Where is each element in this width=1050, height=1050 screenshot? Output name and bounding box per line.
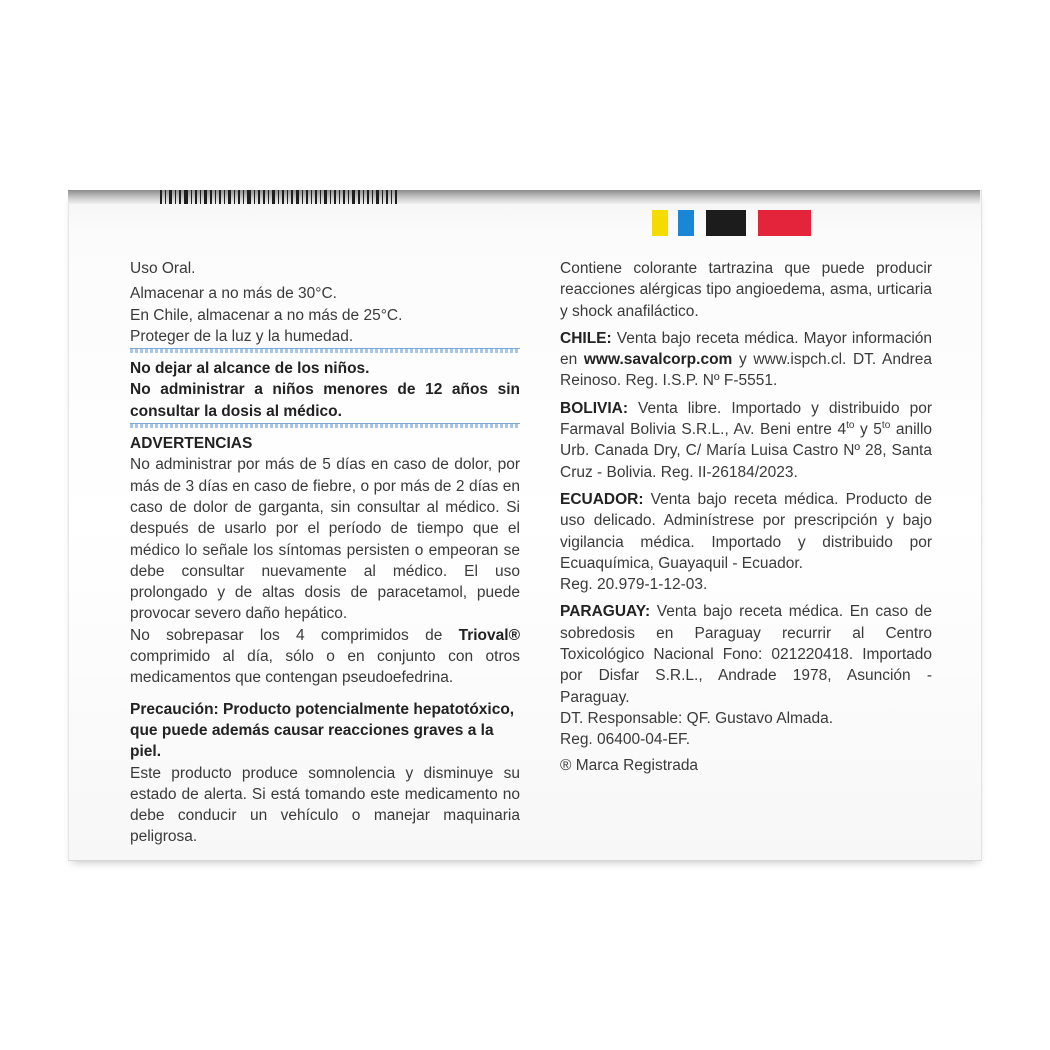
bolivia-paragraph <box>560 398 932 483</box>
superscript: to <box>881 419 891 431</box>
tartrazina-paragraph: Contiene colorante tartrazina que puede producir reacciones alérgicas tipo angioedema, asma, urticaria y shock anafiláctico. <box>560 260 932 320</box>
bolivia-text: anillo Urb. Canada Dry, C/ María Luisa Castro Nº 28, Santa Cruz - Bolivia. Reg. II-26184/2023. <box>560 421 933 481</box>
paraguay-reg: Reg. 06400-04-EF. <box>560 731 691 749</box>
chile-text: Venta bajo receta médica. Mayor información en <box>560 329 932 369</box>
chile-text: y www.ispch.cl. DT. Andrea Reinoso. Reg. I.S.P. Nº F-5551. <box>560 351 932 390</box>
chile-paragraph <box>560 328 932 392</box>
precaucion-heading: Precaución: Producto potencialmente hepatotóxico, que puede además causar reacciones graves a la piel. <box>130 700 515 761</box>
country-label: PARAGUAY: <box>560 603 651 621</box>
trademark-note: ® Marca Registrada <box>560 756 699 774</box>
advertencias-title: ADVERTENCIAS <box>130 435 253 453</box>
advertencias-paragraph: No administrar por más de 5 días en caso de dolor, por más de 3 días en caso de fiebre, o por más de 2 días en caso de dolor de garganta, sin consultar al médico. Si después de usarlo por el período de tiempo que el médico lo señale los síntomas persisten o empeoran se debe consultar nuevamente al médico. El uso prolongado y de altas dosis de paracetamol, puede provocar severo daño hepático. <box>130 456 520 623</box>
color-swatch-yellow <box>652 210 668 236</box>
website-link[interactable]: www.savalcorp.com <box>583 351 733 369</box>
bolivia-text: Venta libre. Importado y distribuido por Farmaval Bolivia S.R.L., Av. Beni entre 4 <box>560 399 932 439</box>
color-swatch-black <box>706 210 746 236</box>
storage-line: Uso Oral. <box>130 260 196 277</box>
ecuador-text: Venta bajo receta médica. Producto de uso delicado. Adminístrese por prescripción y bajo vigilancia médica. Importado y distribuido por Ecuaquímica, Guayaquil - Ecuador. <box>560 490 932 572</box>
country-label: BOLIVIA: <box>560 399 629 417</box>
country-label: CHILE: <box>560 329 612 347</box>
bolivia-text: y 5 <box>854 421 882 439</box>
ecuador-reg: Reg. 20.979-1-12-03. <box>560 576 708 594</box>
security-microtext-rule <box>130 348 520 353</box>
color-swatch-blue <box>678 210 694 236</box>
children-warning: No dejar al alcance de los niños. <box>130 360 370 378</box>
storage-line: Almacenar a no más de 30°C. <box>130 285 337 303</box>
superscript: to <box>846 419 855 431</box>
paraguay-paragraph <box>560 601 932 707</box>
brand-name: Trioval® <box>458 626 520 644</box>
dose-text: comprimido al día, sólo o en conjunto con otros medicamentos que contengan pseudoefedrina. <box>130 648 520 687</box>
ecuador-paragraph <box>560 489 932 574</box>
left-column <box>130 258 520 848</box>
barcode-strip <box>160 190 440 204</box>
right-column <box>560 258 932 776</box>
paraguay-dt: DT. Responsable: QF. Gustavo Almada. <box>560 709 834 727</box>
storage-line: Proteger de la luz y la humedad. <box>130 327 354 345</box>
paraguay-text: Venta bajo receta médica. En caso de sobredosis en Paraguay recurrir al Centro Toxicológico Nacional Fono: 021220418. Importado por Disfar S.R.L., Andrade 1978, Asunción - Paraguay. <box>560 603 932 706</box>
dose-text: No sobrepasar los 4 comprimidos de <box>130 626 459 644</box>
precaucion-paragraph: Este producto produce somnolencia y disminuye su estado de alerta. Si está tomando este medicamento no debe conducir un vehículo o manejar maquinaria peligrosa. <box>130 764 520 846</box>
color-swatch-red <box>758 210 811 236</box>
storage-line: En Chile, almacenar a no más de 25°C. <box>130 306 403 324</box>
security-microtext-rule <box>130 423 520 428</box>
country-label: ECUADOR: <box>560 490 644 508</box>
advertencias-dose-paragraph <box>130 625 520 689</box>
children-warning: No administrar a niños menores de 12 años sin consultar la dosis al médico. <box>130 381 520 420</box>
